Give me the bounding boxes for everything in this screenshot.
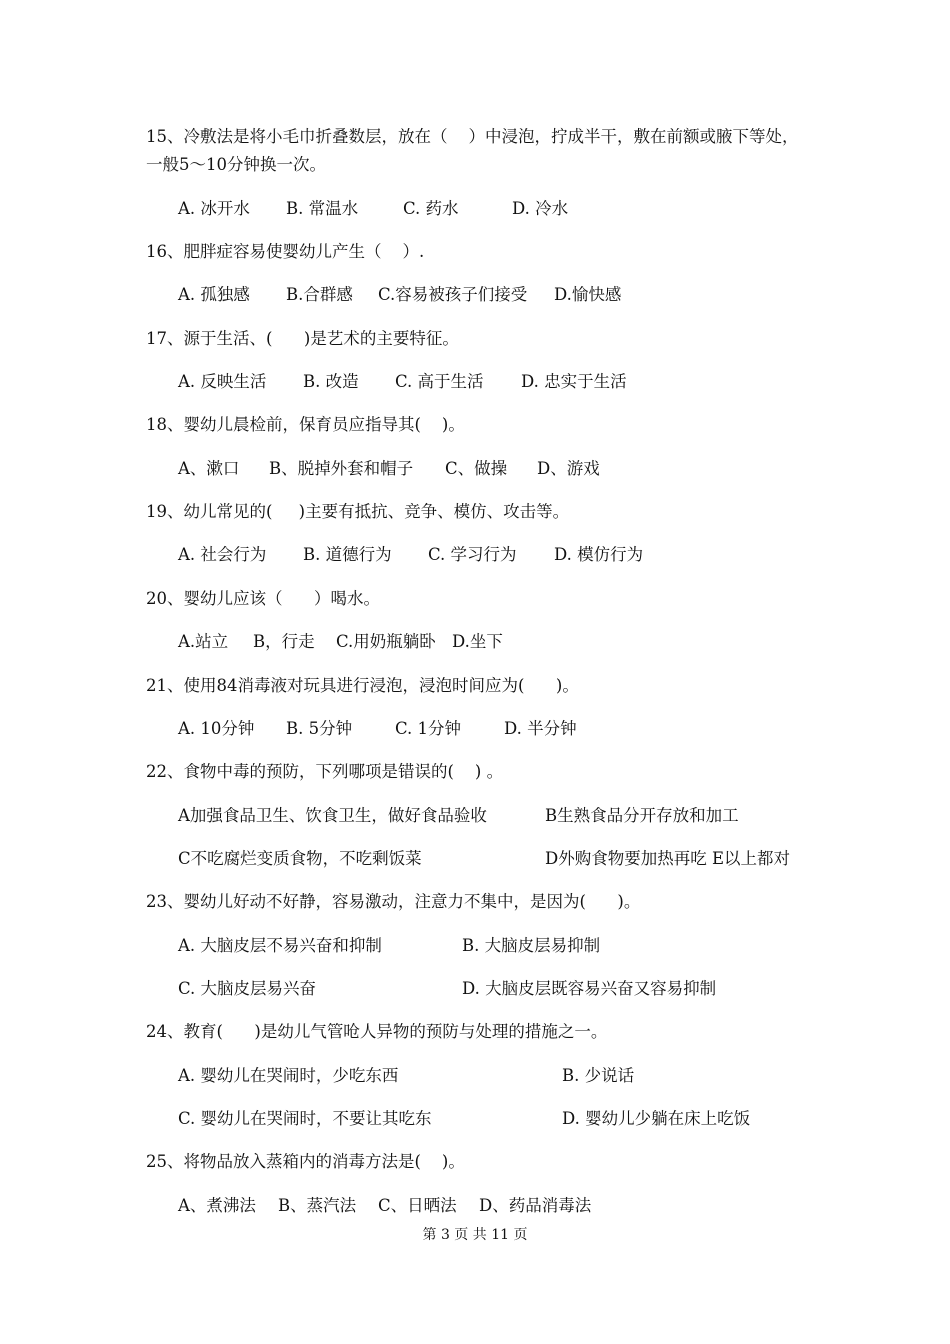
question-17-stem: 17、源于生活、( )是艺术的主要特征。 (146, 329, 459, 348)
question-17-option-c: C. 高于生活 (395, 372, 484, 391)
question-16-option-a: A. 孤独感 (178, 285, 250, 304)
question-21-option-b: B. 5分钟 (286, 719, 353, 738)
question-25-option-b: B、蒸汽法 (278, 1196, 357, 1215)
question-25-stem: 25、将物品放入蒸箱内的消毒方法是( )。 (146, 1152, 465, 1171)
question-20-option-d: D.坐下 (452, 632, 503, 651)
question-20-option-a: A.站立 (178, 632, 229, 651)
question-18-option-d: D、游戏 (537, 459, 600, 478)
question-23-stem: 23、婴幼儿好动不好静，容易激动，注意力不集中，是因为( )。 (146, 892, 641, 911)
question-15-stem: 15、冷敷法是将小毛巾折叠数层，放在（ ）中浸泡，拧成半干，敷在前额或腋下等处， (146, 127, 799, 146)
question-17-option-d: D. 忠实于生活 (521, 372, 627, 391)
question-24-option-a: A. 婴幼儿在哭闹时，少吃东西 (178, 1066, 399, 1085)
question-17-option-b: B. 改造 (303, 372, 359, 391)
question-22-option-a: A加强食品卫生、饮食卫生，做好食品验收 (178, 806, 487, 825)
question-15-option-c: C. 药水 (403, 199, 459, 218)
question-20-option-b: B，行走 (253, 632, 315, 651)
question-23-option-c: C. 大脑皮层易兴奋 (178, 979, 317, 998)
question-16-option-b: B.合群感 (286, 285, 353, 304)
question-25-option-a: A、煮沸法 (178, 1196, 256, 1215)
question-18-stem: 18、婴幼儿晨检前，保育员应指导其( )。 (146, 415, 465, 434)
question-19-stem: 19、幼儿常见的( )主要有抵抗、竞争、模仿、攻击等。 (146, 502, 570, 521)
question-21-stem: 21、使用84消毒液对玩具进行浸泡，浸泡时间应为( )。 (146, 676, 579, 695)
page-number-footer: 第 3 页 共 11 页 (422, 1227, 528, 1243)
question-22-stem: 22、食物中毒的预防，下列哪项是错误的( ) 。 (146, 762, 504, 781)
question-22-option-c: C不吃腐烂变质食物，不吃剩饭菜 (178, 849, 422, 868)
question-22-option-b: B生熟食品分开存放和加工 (545, 806, 739, 825)
question-23-option-a: A. 大脑皮层不易兴奋和抑制 (178, 936, 382, 955)
question-24-stem: 24、教育( )是幼儿气管呛人异物的预防与处理的措施之一。 (146, 1022, 608, 1041)
question-19-option-d: D. 模仿行为 (554, 545, 644, 564)
question-21-option-c: C. 1分钟 (395, 719, 462, 738)
question-15-option-d: D. 冷水 (512, 199, 569, 218)
question-24-option-b: B. 少说话 (562, 1066, 635, 1085)
question-19-option-c: C. 学习行为 (428, 545, 517, 564)
question-20-option-c: C.用奶瓶躺卧 (336, 632, 436, 651)
question-24-option-c: C. 婴幼儿在哭闹时，不要让其吃东 (178, 1109, 432, 1128)
question-18-option-b: B、脱掉外套和帽子 (269, 459, 414, 478)
question-19-option-b: B. 道德行为 (303, 545, 392, 564)
question-21-option-a: A. 10分钟 (178, 719, 255, 738)
question-15-option-a: A. 冰开水 (178, 199, 250, 218)
question-23-option-d: D. 大脑皮层既容易兴奋又容易抑制 (462, 979, 717, 998)
question-20-stem: 20、婴幼儿应该（ ）喝水。 (146, 589, 380, 608)
question-16-stem: 16、肥胖症容易使婴幼儿产生（ ）. (146, 242, 425, 261)
question-24-option-d: D. 婴幼儿少躺在床上吃饭 (562, 1109, 751, 1128)
question-25-option-d: D、药品消毒法 (479, 1196, 592, 1215)
question-16-option-c: C.容易被孩子们接受 (378, 285, 528, 304)
question-25-option-c: C、日晒法 (378, 1196, 457, 1215)
question-18-option-c: C、做操 (445, 459, 508, 478)
question-15-option-b: B. 常温水 (286, 199, 359, 218)
question-23-option-b: B. 大脑皮层易抑制 (462, 936, 601, 955)
question-15-stem-continued: 一般5～10分钟换一次。 (146, 155, 326, 174)
question-22-option-d: D外购食物要加热再吃 E以上都对 (545, 849, 791, 868)
question-16-option-d: D.愉快感 (554, 285, 622, 304)
question-19-option-a: A. 社会行为 (178, 545, 267, 564)
question-21-option-d: D. 半分钟 (504, 719, 577, 738)
question-17-option-a: A. 反映生活 (178, 372, 267, 391)
question-18-option-a: A、漱口 (178, 459, 240, 478)
